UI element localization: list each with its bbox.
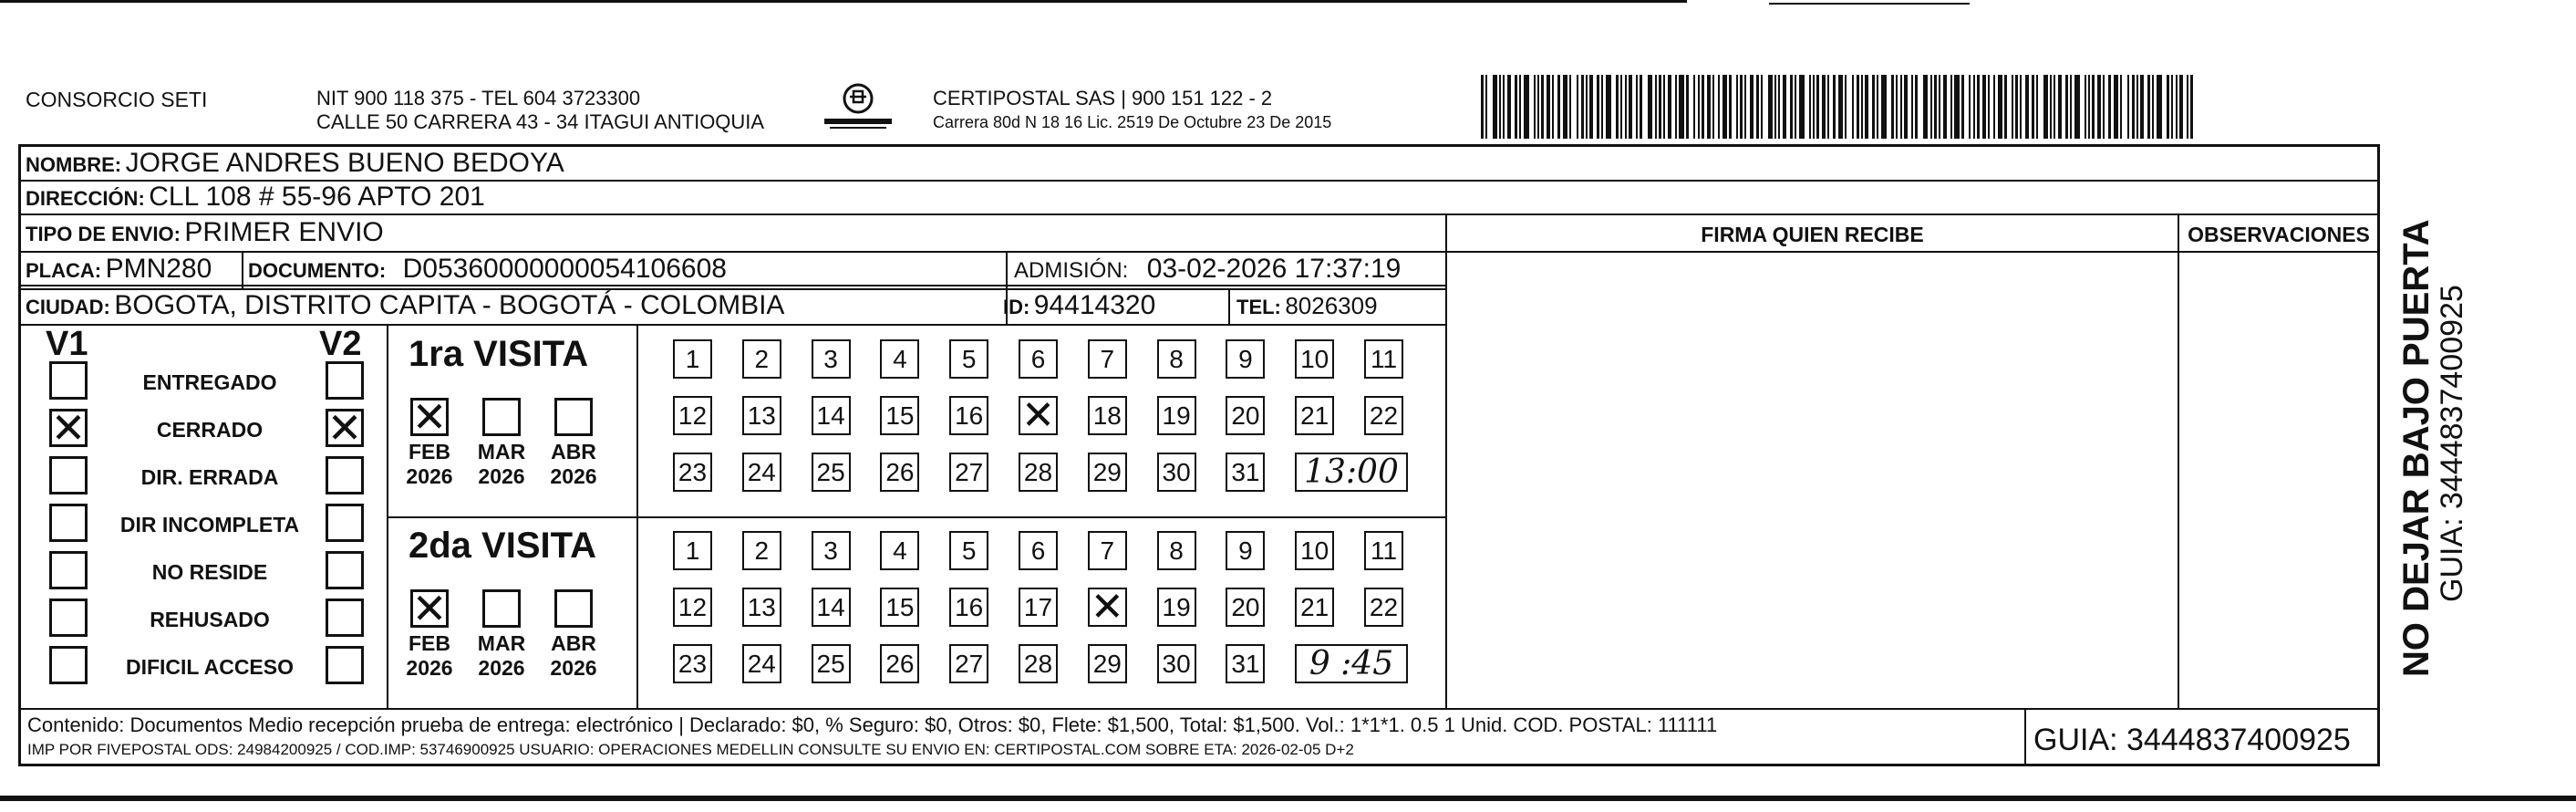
day-box[interactable]: 23 bbox=[673, 453, 712, 492]
id-value: 94414320 bbox=[1033, 290, 1156, 320]
x-mark-icon: ✕ bbox=[411, 584, 448, 633]
barcode-bar bbox=[2025, 75, 2029, 139]
barcode-bar bbox=[1822, 75, 1826, 139]
direccion-value: CLL 108 # 55-96 APTO 201 bbox=[149, 182, 485, 212]
day-box[interactable]: 22 bbox=[1364, 588, 1403, 627]
day-box[interactable]: 16 bbox=[949, 588, 988, 627]
day-box[interactable]: 4 bbox=[880, 531, 919, 570]
day-box[interactable]: 26 bbox=[880, 453, 919, 492]
barcode-bar bbox=[1493, 75, 1497, 139]
barcode-bar bbox=[1799, 75, 1805, 139]
barcode-bar bbox=[1750, 75, 1754, 139]
nit-line: NIT 900 118 375 - TEL 604 3723300 bbox=[316, 87, 641, 109]
barcode-bar bbox=[1629, 75, 1632, 139]
day-box[interactable]: 20 bbox=[1226, 396, 1265, 435]
barcode-bar bbox=[2136, 75, 2138, 139]
tel-value: 8026309 bbox=[1285, 292, 1378, 319]
v1-label: V1 bbox=[46, 325, 88, 363]
day-box[interactable]: 19 bbox=[1157, 588, 1196, 627]
barcode-bar bbox=[1783, 75, 1786, 139]
barcode-bar bbox=[1648, 75, 1652, 139]
reason-label: CERRADO bbox=[156, 418, 264, 442]
barcode-bar bbox=[1569, 75, 1571, 139]
barcode-bar bbox=[1597, 75, 1599, 139]
barcode-bar bbox=[1718, 75, 1720, 139]
barcode-bar bbox=[1961, 75, 1964, 139]
v2-checkbox[interactable] bbox=[326, 599, 364, 637]
day-box[interactable]: 11 bbox=[1364, 531, 1403, 570]
barcode-bar bbox=[1736, 75, 1738, 139]
barcode-bar bbox=[1865, 75, 1868, 139]
v2-checkbox[interactable] bbox=[326, 646, 364, 684]
company-name: CONSORCIO SETI bbox=[26, 88, 208, 111]
certipostal-logo-icon bbox=[817, 80, 899, 133]
barcode-bar bbox=[1761, 75, 1763, 139]
documento-label: DOCUMENTO: bbox=[248, 259, 387, 282]
day-box[interactable]: 25 bbox=[812, 644, 851, 683]
barcode-bar bbox=[1552, 75, 1554, 139]
day-box[interactable]: 1 bbox=[673, 531, 712, 570]
day-box[interactable]: 5 bbox=[949, 339, 988, 379]
barcode-bar bbox=[1668, 75, 1671, 139]
observaciones-title: OBSERVACIONES bbox=[2188, 223, 2370, 246]
side-guia: GUIA: 3444837400925 bbox=[2435, 285, 2469, 602]
direccion-label: DIRECCIÓN: bbox=[26, 187, 145, 210]
barcode-bar bbox=[1655, 75, 1657, 139]
imp-text: IMP POR FIVEPOSTAL ODS: 24984200925 / COD.IMP: 53746900925 USUARIO: OPERACIONES MEDELLIN CONSULTE SU ENVIO EN: CERTIPOSTAL.COM SOBRE ETA: 2026-02-05 D+2 bbox=[27, 741, 1354, 758]
barcode-bar bbox=[1904, 75, 1908, 139]
top-line bbox=[0, 0, 1687, 3]
reason-label: REHUSADO bbox=[150, 608, 270, 631]
col-line bbox=[242, 251, 243, 289]
barcode-bar bbox=[1950, 75, 1952, 139]
col-line bbox=[2378, 144, 2380, 766]
time-box[interactable]: 9 :45 bbox=[1295, 644, 1408, 683]
barcode-bar bbox=[2085, 75, 2086, 139]
barcode-bar bbox=[1915, 75, 1918, 139]
barcode-bar bbox=[1891, 75, 1894, 139]
barcode-bar bbox=[2157, 75, 2162, 139]
placa-value: PMN280 bbox=[105, 254, 212, 284]
x-mark-icon: ✕ bbox=[1090, 583, 1124, 630]
v2-checkbox[interactable] bbox=[326, 504, 364, 542]
day-box[interactable]: 9 bbox=[1226, 339, 1265, 379]
top-line-right bbox=[1769, 3, 1970, 5]
barcode-bar bbox=[1857, 75, 1859, 139]
barcode-bar bbox=[1877, 75, 1878, 139]
day-box[interactable]: 5 bbox=[949, 531, 988, 570]
barcode-bar bbox=[1557, 75, 1560, 139]
barcode-bar bbox=[1790, 75, 1793, 139]
barcode-bar bbox=[2065, 75, 2068, 139]
barcode-bar bbox=[1778, 75, 1780, 139]
barcode-bar bbox=[1586, 75, 1588, 139]
day-box[interactable]: 8 bbox=[1157, 531, 1196, 570]
barcode-bar bbox=[2132, 75, 2135, 139]
barcode-bar bbox=[1881, 75, 1887, 139]
barcode-bar bbox=[1852, 75, 1854, 139]
direccion-field bbox=[26, 182, 485, 217]
day-box[interactable]: 29 bbox=[1088, 644, 1127, 683]
barcode-bar bbox=[1861, 75, 1863, 139]
day-box[interactable]: 12 bbox=[673, 396, 712, 435]
month-checkbox[interactable] bbox=[410, 584, 449, 633]
footer-guia: GUIA: 3444837400925 bbox=[2033, 723, 2351, 757]
x-mark-icon: ✕ bbox=[326, 403, 363, 453]
x-mark-icon: ✕ bbox=[1021, 391, 1055, 439]
barcode-bar bbox=[1499, 75, 1501, 139]
day-box[interactable]: 12 bbox=[673, 588, 712, 627]
day-box[interactable]: 15 bbox=[880, 588, 919, 627]
barcode-bar bbox=[1740, 75, 1743, 139]
barcode-bar bbox=[1993, 75, 1995, 139]
barcode-bar bbox=[1507, 75, 1511, 139]
day-box[interactable]: 7 bbox=[1088, 531, 1127, 570]
day-box[interactable]: 9 bbox=[1226, 531, 1265, 570]
barcode-bar bbox=[2043, 75, 2048, 139]
barcode-bar bbox=[1712, 75, 1714, 139]
barcode-bar bbox=[1809, 75, 1811, 139]
barcode-bar bbox=[2114, 75, 2118, 139]
barcode-bar bbox=[1744, 75, 1746, 139]
barcode-bar bbox=[2088, 75, 2090, 139]
tipo-envio-field bbox=[26, 217, 384, 253]
barcode-bar bbox=[1519, 75, 1521, 139]
barcode-bar bbox=[1977, 75, 1980, 139]
barcode-bar bbox=[1973, 75, 1975, 139]
v2-label: V2 bbox=[319, 325, 362, 363]
barcode-bar bbox=[1729, 75, 1732, 139]
barcode-bar bbox=[1515, 75, 1517, 139]
barcode-bar bbox=[1872, 75, 1875, 139]
v2-checkbox[interactable] bbox=[326, 403, 364, 453]
day-box[interactable] bbox=[1019, 391, 1058, 439]
barcode-bar bbox=[1640, 75, 1642, 139]
barcode-bar bbox=[1702, 75, 1704, 139]
day-box[interactable]: 22 bbox=[1364, 396, 1403, 435]
barcode-bar bbox=[1896, 75, 1898, 139]
license-line: Carrera 80d N 18 16 Lic. 2519 De Octubre 23 De 2015 bbox=[933, 113, 1332, 131]
barcode-bar bbox=[2108, 75, 2111, 139]
barcode-bar bbox=[1686, 75, 1689, 139]
visit-title: 2da VISITA bbox=[409, 526, 596, 566]
barcode-bar bbox=[2092, 75, 2095, 139]
barcode-bar bbox=[1930, 75, 1932, 139]
barcode-bar bbox=[1577, 75, 1578, 139]
barcode-bar bbox=[1679, 75, 1684, 139]
month-label: FEB 2026 bbox=[406, 440, 453, 488]
ciudad-field bbox=[26, 290, 784, 326]
barcode-bar bbox=[1838, 75, 1843, 139]
day-box[interactable]: 3 bbox=[812, 339, 851, 379]
barcode-bar bbox=[2050, 75, 2052, 139]
day-box[interactable]: 8 bbox=[1157, 339, 1196, 379]
day-box[interactable]: 13 bbox=[742, 588, 781, 627]
barcode-bar bbox=[1534, 75, 1536, 139]
month-label: MAR 2026 bbox=[477, 631, 526, 680]
day-box[interactable]: 10 bbox=[1295, 531, 1334, 570]
barcode-bar bbox=[1934, 75, 1937, 139]
admision-field bbox=[1014, 254, 1401, 289]
day-box[interactable]: 24 bbox=[742, 453, 781, 492]
day-box[interactable]: 17 bbox=[1019, 588, 1058, 627]
visit-title: 1ra VISITA bbox=[409, 334, 589, 374]
month-label: FEB 2026 bbox=[406, 631, 453, 680]
day-box[interactable]: 25 bbox=[812, 453, 851, 492]
barcode-bar bbox=[1954, 75, 1960, 139]
barcode-bar bbox=[1774, 75, 1776, 139]
barcode-bar bbox=[1601, 75, 1603, 139]
bottom-band bbox=[0, 796, 2576, 801]
day-box[interactable]: 31 bbox=[1226, 644, 1265, 683]
barcode-bar bbox=[1756, 75, 1759, 139]
barcode-bar bbox=[1589, 75, 1593, 139]
day-box[interactable]: 24 bbox=[742, 644, 781, 683]
day-box[interactable]: 20 bbox=[1226, 588, 1265, 627]
admision-value: 03-02-2026 17:37:19 bbox=[1146, 254, 1402, 284]
barcode-bar bbox=[1606, 75, 1611, 139]
day-box[interactable]: 1 bbox=[673, 339, 712, 379]
barcode-bar bbox=[2074, 75, 2080, 139]
placa-label: PLACA: bbox=[26, 259, 102, 282]
barcode-bar bbox=[1816, 75, 1819, 139]
time-box[interactable]: 13:00 bbox=[1295, 453, 1408, 492]
reason-label: DIFICIL ACCESO bbox=[125, 655, 294, 679]
day-box[interactable]: 2 bbox=[742, 531, 781, 570]
reason-label: ENTREGADO bbox=[142, 370, 277, 394]
col-line bbox=[1228, 288, 1230, 324]
nombre-value: JORGE ANDRES BUENO BEDOYA bbox=[125, 148, 564, 178]
day-box[interactable]: 16 bbox=[949, 396, 988, 435]
barcode-bar bbox=[2167, 75, 2169, 139]
barcode-bar bbox=[1547, 75, 1550, 139]
day-box[interactable]: 19 bbox=[1157, 396, 1196, 435]
id-label: ID: bbox=[1003, 296, 1030, 318]
barcode-bar bbox=[1620, 75, 1622, 139]
day-box[interactable]: 6 bbox=[1019, 531, 1058, 570]
nombre-label: NOMBRE: bbox=[26, 153, 122, 176]
reason-label: DIR. ERRADA bbox=[140, 465, 279, 489]
barcode-bar bbox=[1707, 75, 1711, 139]
barcode-bar bbox=[1659, 75, 1661, 139]
barcode-bar bbox=[2032, 75, 2034, 139]
barcode-bar bbox=[1900, 75, 1902, 139]
barcode bbox=[1481, 75, 2201, 139]
barcode-bar bbox=[1988, 75, 1990, 139]
barcode-bar bbox=[1723, 75, 1727, 139]
day-box[interactable]: 4 bbox=[880, 339, 919, 379]
barcode-bar bbox=[1663, 75, 1665, 139]
barcode-bar bbox=[2054, 75, 2055, 139]
barcode-bar bbox=[2190, 75, 2193, 139]
day-box[interactable]: 26 bbox=[880, 644, 919, 683]
v2-checkbox[interactable] bbox=[326, 551, 364, 589]
reason-label: DIR INCOMPLETA bbox=[119, 513, 300, 536]
day-box[interactable]: 10 bbox=[1295, 339, 1334, 379]
row-line bbox=[1445, 251, 2380, 253]
day-box[interactable]: 3 bbox=[812, 531, 851, 570]
id-field bbox=[1003, 290, 1155, 326]
x-mark-icon: ✕ bbox=[50, 403, 87, 453]
barcode-bar bbox=[1636, 75, 1638, 139]
barcode-bar bbox=[1969, 75, 1971, 139]
barcode-bar bbox=[1581, 75, 1584, 139]
barcode-bar bbox=[2097, 75, 2101, 139]
row-line bbox=[387, 516, 1445, 518]
barcode-bar bbox=[1481, 75, 1484, 139]
carrier-line: CERTIPOSTAL SAS | 900 151 122 - 2 bbox=[933, 87, 1273, 109]
day-box[interactable]: 14 bbox=[812, 588, 851, 627]
documento-field bbox=[248, 254, 727, 289]
day-box[interactable]: 18 bbox=[1088, 396, 1127, 435]
x-mark-icon: ✕ bbox=[411, 392, 448, 442]
day-box[interactable]: 13 bbox=[742, 396, 781, 435]
barcode-bar bbox=[1923, 75, 1928, 139]
day-box[interactable]: 27 bbox=[949, 453, 988, 492]
barcode-bar bbox=[2152, 75, 2154, 139]
barcode-bar bbox=[1768, 75, 1773, 139]
col-line bbox=[2024, 708, 2026, 766]
month-label: ABR 2026 bbox=[550, 631, 597, 680]
day-box[interactable]: 14 bbox=[812, 396, 851, 435]
day-box[interactable]: 2 bbox=[742, 339, 781, 379]
tipo-envio-label: TIPO DE ENVIO: bbox=[26, 223, 181, 245]
barcode-bar bbox=[2179, 75, 2183, 139]
barcode-bar bbox=[2004, 75, 2007, 139]
day-box[interactable]: 30 bbox=[1157, 644, 1196, 683]
barcode-bar bbox=[1625, 75, 1627, 139]
day-box[interactable]: 23 bbox=[673, 644, 712, 683]
barcode-bar bbox=[1982, 75, 1986, 139]
barcode-bar bbox=[2127, 75, 2129, 139]
month-label: ABR 2026 bbox=[550, 440, 597, 488]
side-warning: NO DEJAR BAJO PUERTA bbox=[2396, 219, 2436, 677]
barcode-bar bbox=[1939, 75, 1940, 139]
barcode-bar bbox=[1675, 75, 1677, 139]
barcode-bar bbox=[2171, 75, 2173, 139]
contenido-text: Contenido: Documentos Medio recepción prueba de entrega: electrónico | Declarado: $0, % Seguro: $0, Otros: $0, Flete: $1,500, Total: $1,500. Vol.: 1*1*1. 0.5 1 Unid. COD. POSTAL: 111111 bbox=[27, 713, 1718, 736]
barcode-bar bbox=[2140, 75, 2144, 139]
address-line: CALLE 50 CARRERA 43 - 34 ITAGUI ANTIOQUIA bbox=[316, 110, 765, 133]
day-box[interactable]: 29 bbox=[1088, 453, 1127, 492]
ciudad-value: BOGOTA, DISTRITO CAPITA - BOGOTÁ - COLOMBIA bbox=[114, 290, 785, 320]
barcode-bar bbox=[2036, 75, 2038, 139]
barcode-bar bbox=[1616, 75, 1619, 139]
barcode-bar bbox=[1485, 75, 1487, 139]
tel-field bbox=[1236, 290, 1378, 326]
barcode-bar bbox=[2103, 75, 2105, 139]
month-checkbox[interactable] bbox=[554, 398, 593, 436]
barcode-bar bbox=[2147, 75, 2150, 139]
v2-checkbox[interactable] bbox=[326, 456, 364, 494]
day-box[interactable]: 30 bbox=[1157, 453, 1196, 492]
placa-field bbox=[26, 254, 212, 289]
barcode-bar bbox=[2012, 75, 2013, 139]
admision-label: ADMISIÓN: bbox=[1014, 258, 1129, 283]
day-box[interactable]: 6 bbox=[1019, 339, 1058, 379]
day-box[interactable]: 21 bbox=[1295, 396, 1334, 435]
barcode-bar bbox=[1537, 75, 1539, 139]
barcode-bar bbox=[2187, 75, 2188, 139]
month-checkbox[interactable] bbox=[410, 392, 449, 442]
col-line bbox=[2178, 213, 2179, 708]
barcode-bar bbox=[1503, 75, 1505, 139]
tel-label: TEL: bbox=[1236, 296, 1281, 318]
barcode-bar bbox=[2176, 75, 2178, 139]
barcode-bar bbox=[2058, 75, 2062, 139]
barcode-bar bbox=[1541, 75, 1544, 139]
v2-checkbox[interactable] bbox=[326, 361, 364, 400]
day-box[interactable]: 7 bbox=[1088, 339, 1127, 379]
month-label: MAR 2026 bbox=[477, 440, 526, 488]
day-box[interactable]: 11 bbox=[1364, 339, 1403, 379]
day-box[interactable]: 31 bbox=[1226, 453, 1265, 492]
barcode-bar bbox=[1943, 75, 1947, 139]
barcode-bar bbox=[2015, 75, 2018, 139]
barcode-bar bbox=[1795, 75, 1796, 139]
day-box[interactable]: 15 bbox=[880, 396, 919, 435]
barcode-bar bbox=[1845, 75, 1847, 139]
barcode-bar bbox=[1813, 75, 1815, 139]
day-box[interactable]: 21 bbox=[1295, 588, 1334, 627]
tipo-envio-value: PRIMER ENVIO bbox=[184, 217, 384, 247]
reason-label: NO RESIDE bbox=[151, 560, 268, 584]
col-line bbox=[1445, 213, 1447, 708]
day-box[interactable]: 28 bbox=[1019, 453, 1058, 492]
nombre-field bbox=[26, 148, 564, 183]
barcode-bar bbox=[1833, 75, 1836, 139]
barcode-bar bbox=[1563, 75, 1567, 139]
barcode-bar bbox=[2120, 75, 2122, 139]
barcode-bar bbox=[2070, 75, 2072, 139]
month-checkbox[interactable] bbox=[482, 589, 521, 628]
barcode-bar bbox=[1911, 75, 1913, 139]
barcode-bar bbox=[1827, 75, 1829, 139]
month-checkbox[interactable] bbox=[482, 398, 521, 436]
barcode-bar bbox=[1698, 75, 1700, 139]
firma-title: FIRMA QUIEN RECIBE bbox=[1701, 223, 1924, 246]
barcode-bar bbox=[1524, 75, 1529, 139]
day-box[interactable] bbox=[1088, 583, 1127, 630]
month-checkbox[interactable] bbox=[554, 589, 593, 628]
barcode-bar bbox=[1693, 75, 1695, 139]
day-box[interactable]: 28 bbox=[1019, 644, 1058, 683]
day-box[interactable]: 27 bbox=[949, 644, 988, 683]
barcode-bar bbox=[2020, 75, 2022, 139]
barcode-bar bbox=[1998, 75, 2002, 139]
documento-value: D05360000000054106608 bbox=[402, 254, 727, 284]
ciudad-label: CIUDAD: bbox=[26, 296, 110, 318]
